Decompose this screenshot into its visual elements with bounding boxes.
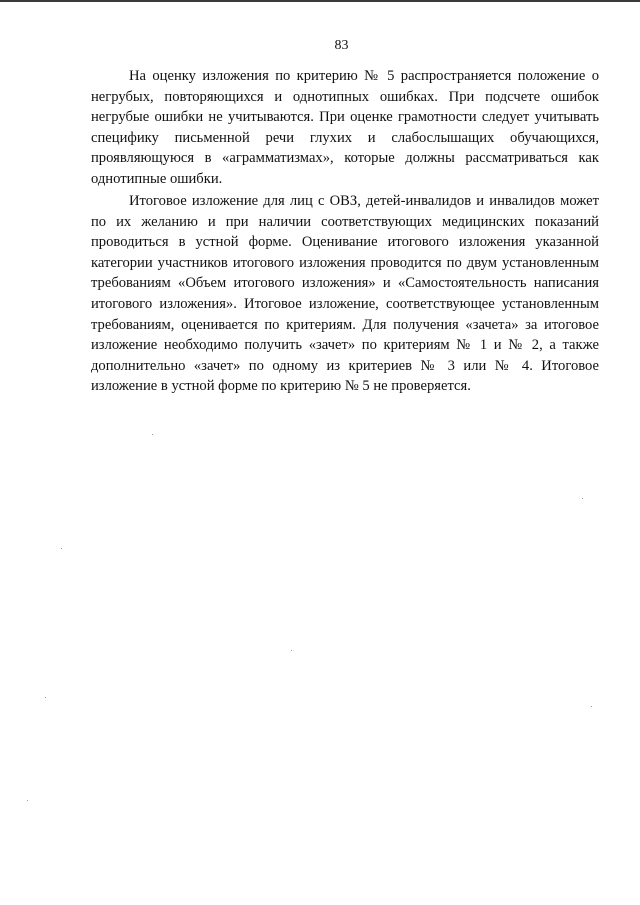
scan-speck <box>27 800 28 801</box>
scan-speck <box>61 548 62 549</box>
scan-speck <box>152 434 153 435</box>
scan-speck <box>291 650 292 651</box>
paragraph-spelling-criterion: На оценку изложения по критерию № 5 распространяется положение о негрубых, повторяющихся и однотипных ошибках. При подсчете ошибок негрубые ошибки не учитываются. При оценке грамотности следует учитывать специфику письменной речи глухих и слабослышащих обучающихся, проявляющуюся в «аграмматизмах», которые должны рассматриваться как однотипные ошибки. <box>91 68 599 187</box>
page-number: 83 <box>334 38 349 53</box>
body-text <box>91 66 599 399</box>
scan-speck <box>582 498 583 499</box>
scan-speck <box>45 697 46 698</box>
scan-top-edge <box>0 0 640 2</box>
paragraph-oral-form: Итоговое изложение для лиц с ОВЗ, детей-инвалидов и инвалидов может по их желанию и при наличии соответствующих медицинских показаний проводиться в устной форме. Оценивание итогового изложения указанной категории участников итогового изложения проводится по двум установленным требованиям «Объем итогового изложения» и «Самостоятельность написания итогового изложения». Итоговое изложение, соответствующее установленным требованиям, оценивается по критериям. Для получения «зачета» за итоговое изложение необходимо получить «зачет» по критериям № 1 и № 2, а также дополнительно «зачет» по одному из критериев № 3 или № 4. Итоговое изложение в устной форме по критерию № 5 не проверяется. <box>91 193 599 395</box>
scan-speck <box>591 706 592 707</box>
